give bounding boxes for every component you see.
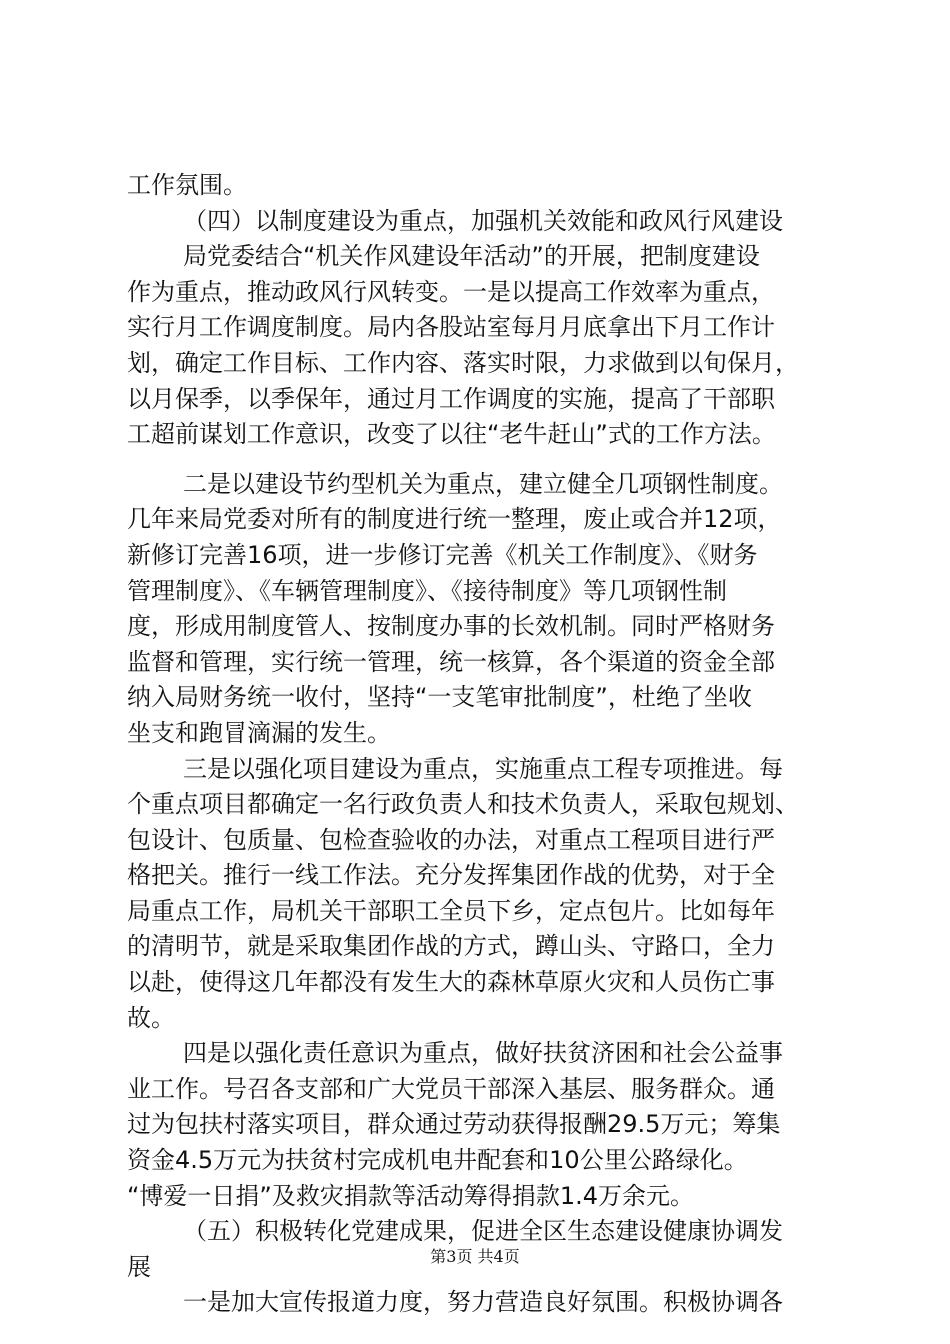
text-line: 以赴，使得这几年都没有发生大的森林草原火灾和人员伤亡事 (127, 968, 775, 997)
text-line: 资金4.5万元为扶贫村完成机电井配套和10公里公路绿化。 (127, 1146, 748, 1175)
section-heading-5: （五）积极转化党建成果，促进全区生态建设健康协调发 (183, 1217, 783, 1246)
text-line: “博爱一日捐”及救灾捐款等活动筹得捐款1.4万余元。 (127, 1181, 695, 1210)
text-line: 业工作。号召各支部和广大党员干部深入基层、服务群众。通 (127, 1074, 775, 1103)
text-line: 作为重点，推动政风行风转变。一是以提高工作效率为重点， (127, 277, 775, 306)
text-line: 四是以强化责任意识为重点，做好扶贫济困和社会公益事 (183, 1039, 783, 1068)
text-line: 新修订完善16项，进一步修订完善《机关工作制度》、《财务 (127, 540, 758, 569)
text-line: 坐支和跑冒滴漏的发生。 (127, 718, 391, 747)
text-line: 局党委结合“机关作风建设年活动”的开展，把制度建设 (183, 242, 760, 271)
text-line: 划，确定工作目标、工作内容、落实时限，力求做到以旬保月， (127, 348, 799, 377)
text-line: 纳入局财务统一收付，坚持“一支笔审批制度”，杜绝了坐收 (127, 683, 752, 712)
text-line: 个重点项目都确定一名行政负责人和技术负责人，采取包规划、 (127, 790, 799, 819)
text-line: 管理制度》、《车辆管理制度》、《接待制度》等几项钢性制 (127, 576, 727, 605)
text-line: 的清明节，就是采取集团作战的方式，蹲山头、守路口，全力 (127, 932, 775, 961)
text-line: 二是以建设节约型机关为重点，建立健全几项钢性制度。 (183, 469, 783, 498)
text-line: 实行月工作调度制度。局内各股站室每月月底拿出下月工作计 (127, 313, 775, 342)
text-line: 一是加大宣传报道力度，努力营造良好氛围。积极协调各 (183, 1288, 783, 1317)
text-line: 三是以强化项目建设为重点，实施重点工程专项推进。每 (183, 754, 783, 783)
document-body (127, 168, 837, 1321)
text-line: 包设计、包质量、包检查验收的办法，对重点工程项目进行严 (127, 825, 775, 854)
text-line: 展 (127, 1252, 151, 1281)
text-line: 以月保季，以季保年，通过月工作调度的实施，提高了干部职 (127, 384, 775, 413)
text-line: 故。 (127, 1003, 175, 1032)
text-line: 局重点工作，局机关干部职工全员下乡，定点包片。比如每年 (127, 896, 775, 925)
text-line: 监督和管理，实行统一管理，统一核算，各个渠道的资金全部 (127, 647, 775, 676)
text-line: 格把关。推行一线工作法。充分发挥集团作战的优势，对于全 (127, 861, 775, 890)
paragraph-gap (127, 453, 837, 467)
text-line: 度，形成用制度管人、按制度办事的长效机制。同时严格财务 (127, 612, 775, 641)
page-footer: 第3页 共4页 (430, 1247, 520, 1266)
text-line: 几年来局党委对所有的制度进行统一整理，废止或合并12项， (127, 505, 782, 534)
text-line: 工超前谋划工作意识，改变了以往“老牛赶山”式的工作方法。 (127, 420, 776, 449)
text-line: 工作氛围。 (127, 171, 247, 199)
text-line: 过为包扶村落实项目，群众通过劳动获得报酬29.5万元；筹集 (127, 1110, 781, 1139)
section-heading-4: （四）以制度建设为重点，加强机关效能和政风行风建设 (183, 206, 783, 235)
